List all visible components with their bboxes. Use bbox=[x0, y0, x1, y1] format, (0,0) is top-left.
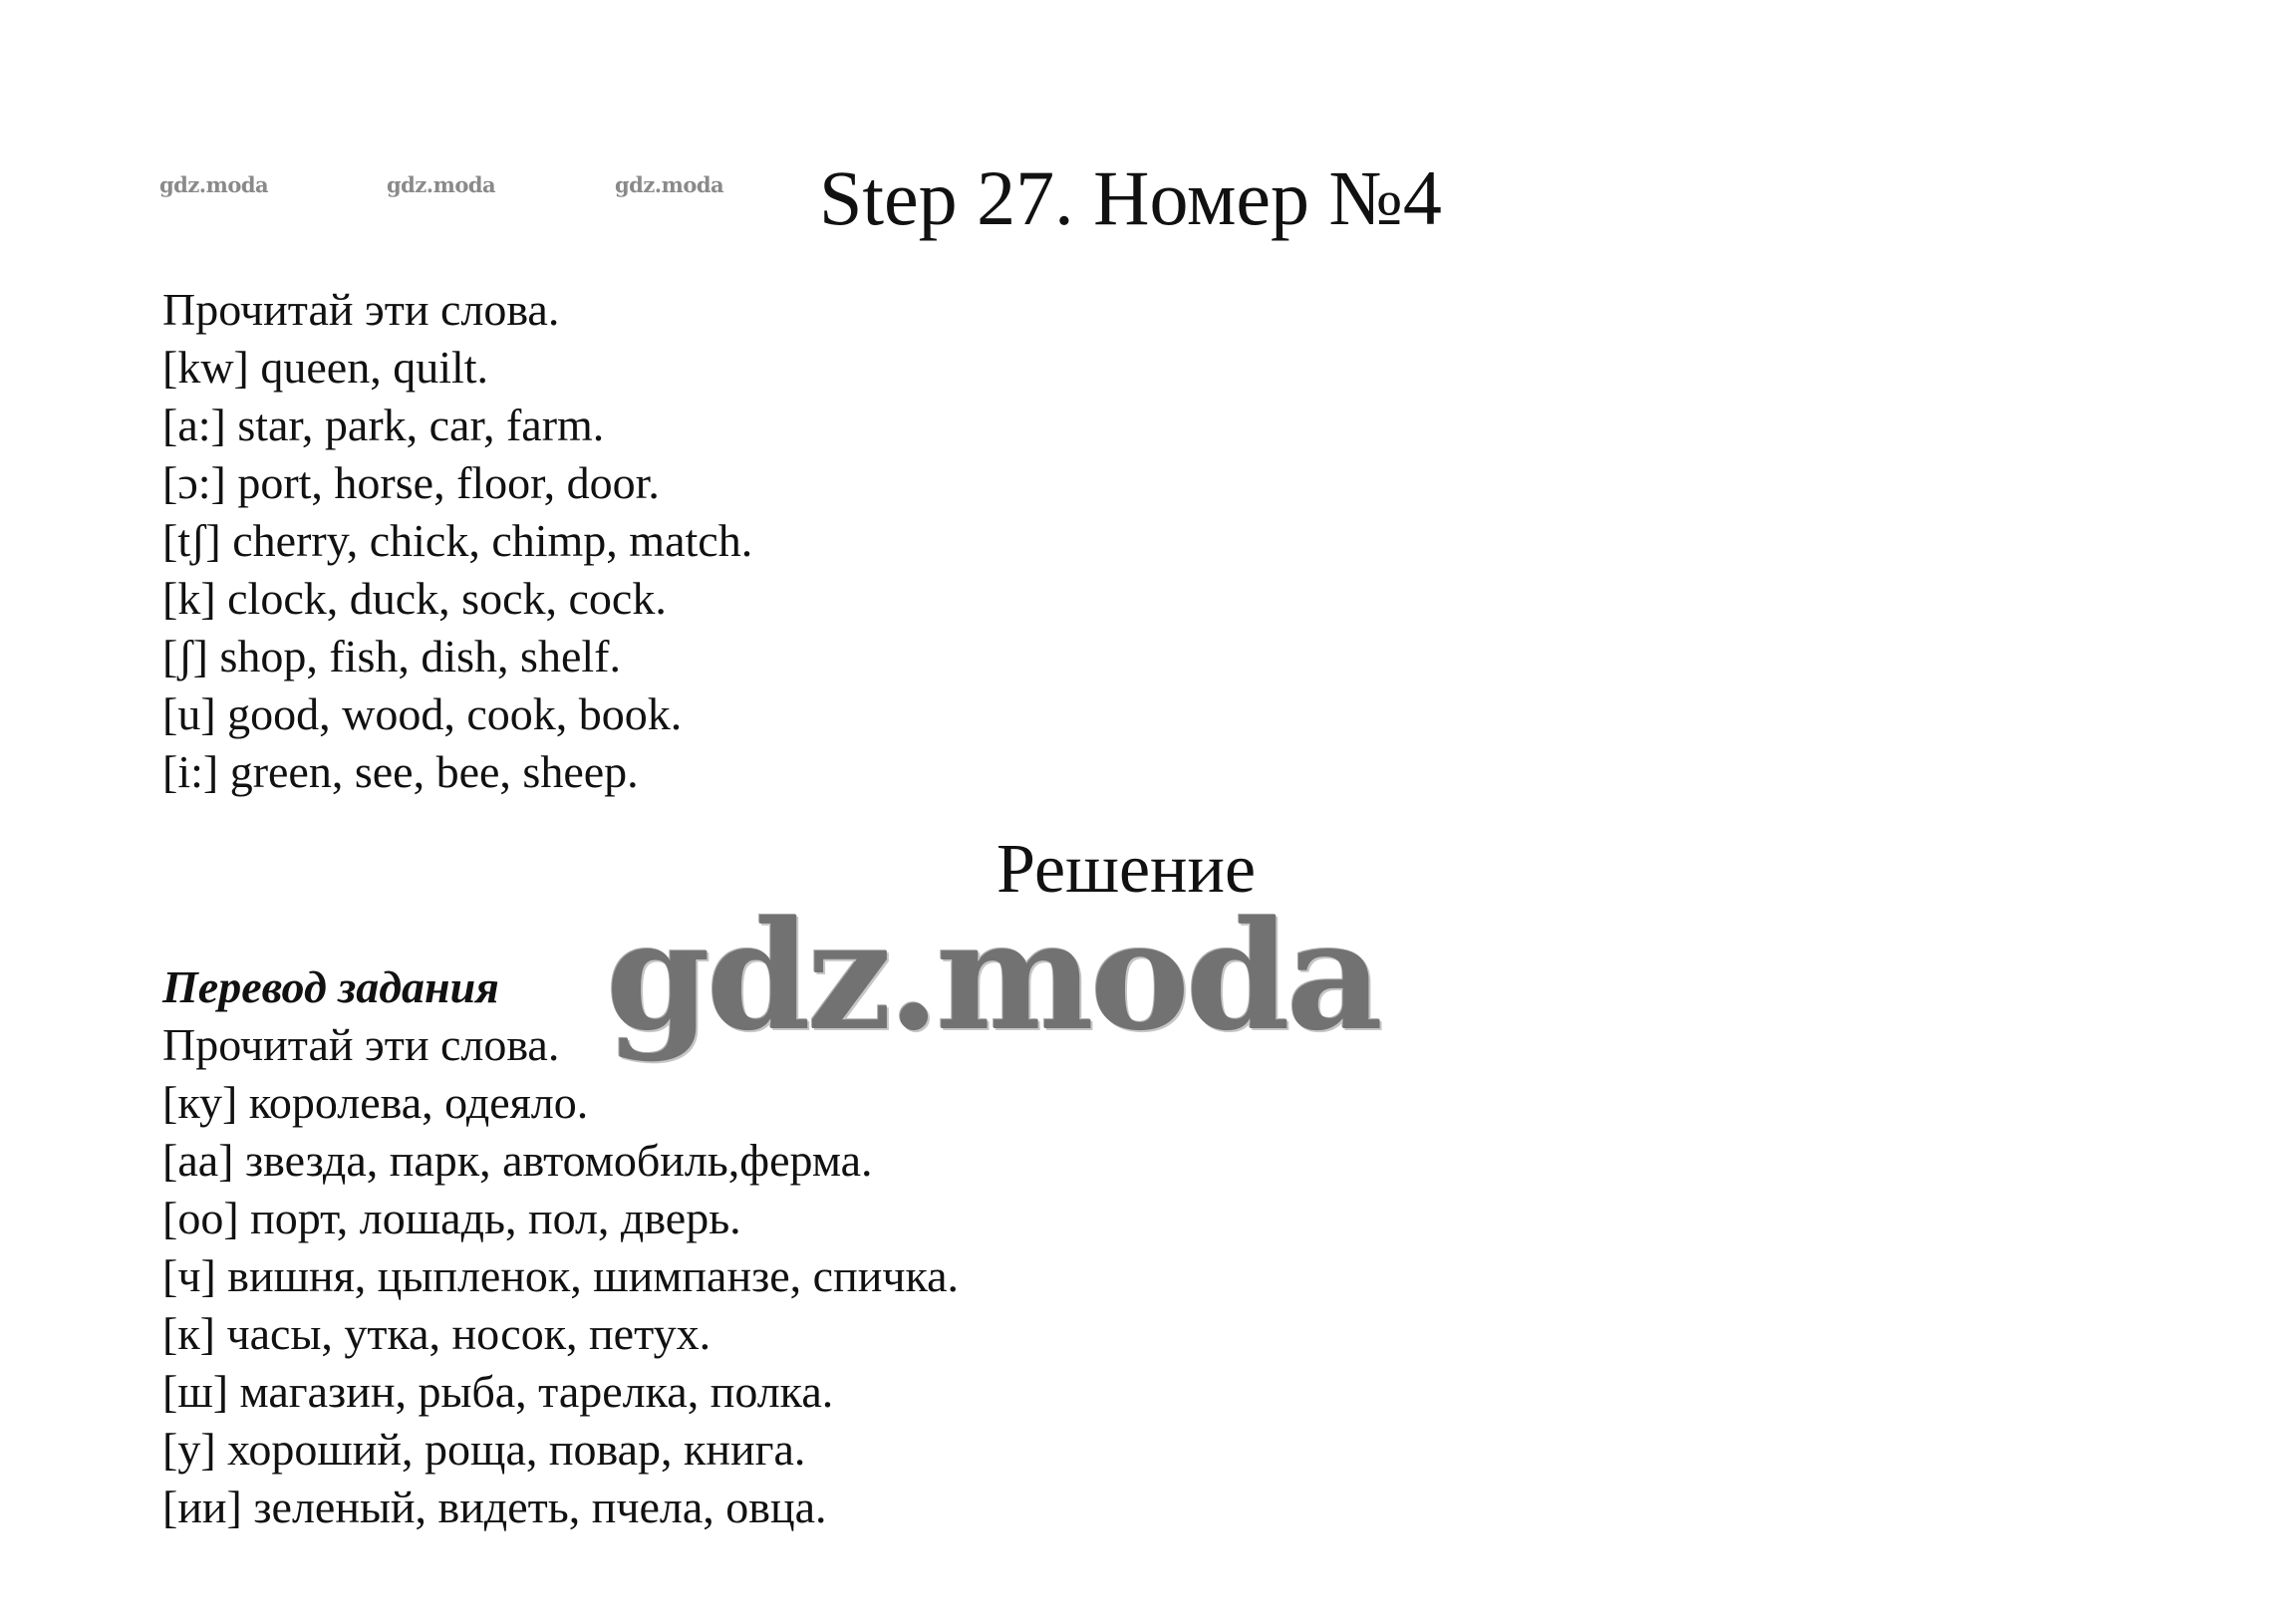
task-line: [ɔ:] port, horse, floor, door. bbox=[162, 457, 660, 508]
translation-heading: Перевод задания bbox=[162, 961, 499, 1012]
watermark-small-1: gdz.moda bbox=[159, 172, 269, 197]
task-block bbox=[162, 281, 752, 801]
translation-line: [ии] зеленый, видеть, пчела, овца. bbox=[162, 1482, 827, 1532]
translation-line: [оо] порт, лошадь, пол, дверь. bbox=[162, 1193, 741, 1243]
task-line: [u] good, wood, cook, book. bbox=[162, 688, 683, 739]
task-line: [kw] queen, quilt. bbox=[162, 342, 489, 393]
translation-line: [к] часы, утка, носок, петух. bbox=[162, 1308, 712, 1359]
translation-line: [ку] королева, одеяло. bbox=[162, 1077, 589, 1128]
watermark-small-3: gdz.moda bbox=[615, 172, 724, 197]
translation-line: [ч] вишня, цыпленок, шимпанзе, спичка. bbox=[162, 1250, 960, 1301]
translation-line: [у] хороший, роща, повар, книга. bbox=[162, 1424, 806, 1475]
page-title: Step 27. Номер №4 bbox=[819, 154, 1442, 241]
translation-line: [ш] магазин, рыба, тарелка, полка. bbox=[162, 1366, 834, 1417]
task-line: [a:] star, park, car, farm. bbox=[162, 400, 605, 450]
task-line: [k] clock, duck, sock, cock. bbox=[162, 573, 667, 624]
task-line: [ʃ] shop, fish, dish, shelf. bbox=[162, 631, 621, 681]
task-line: [tʃ] cherry, chick, chimp, match. bbox=[162, 515, 753, 566]
translation-block bbox=[162, 1016, 959, 1536]
task-line: [i:] green, see, bee, sheep. bbox=[162, 746, 639, 797]
solution-heading: Решение bbox=[997, 831, 1257, 908]
translation-line: [аа] звезда, парк, автомобиль,ферма. bbox=[162, 1135, 873, 1186]
translation-intro: Прочитай эти слова. bbox=[162, 1019, 560, 1070]
task-intro: Прочитай эти слова. bbox=[162, 284, 560, 335]
watermark-large: gdz.moda bbox=[606, 889, 1380, 1064]
watermark-small-2: gdz.moda bbox=[387, 172, 496, 197]
